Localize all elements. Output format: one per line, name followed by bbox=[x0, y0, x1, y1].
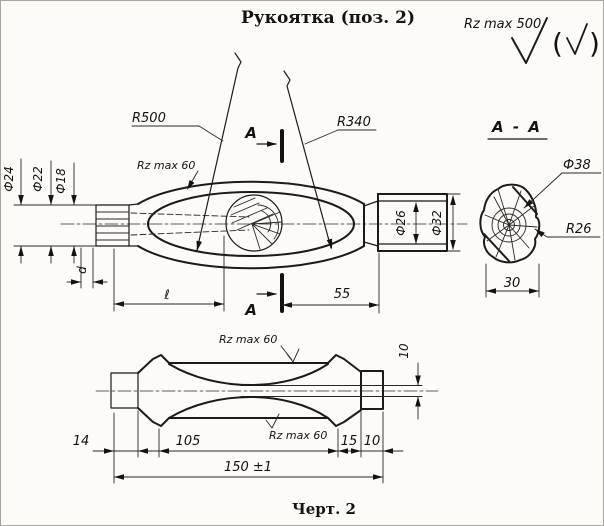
length-dim-rows bbox=[73, 411, 403, 483]
roughness-label: Rz max 60 bbox=[137, 159, 196, 172]
surface-finish-all-check-icon bbox=[567, 24, 587, 54]
r340-leader bbox=[284, 71, 331, 248]
tang-ribs bbox=[96, 212, 129, 240]
radius-label-r340: R340 bbox=[337, 115, 371, 130]
dim-d: d bbox=[75, 266, 89, 274]
flat-bottom-arc bbox=[169, 397, 328, 418]
r500-shelf bbox=[132, 126, 223, 141]
arrowhead bbox=[194, 241, 202, 252]
neck-bottom bbox=[364, 242, 378, 246]
surface-finish-note bbox=[464, 17, 600, 63]
roughness-check-icon bbox=[266, 414, 279, 428]
dim-105: 105 bbox=[175, 434, 201, 449]
neck-top bbox=[364, 201, 378, 206]
arrowhead bbox=[267, 291, 277, 297]
r500-leader bbox=[197, 53, 241, 250]
taper-edge bbox=[129, 204, 138, 205]
bottom-flat-view bbox=[73, 333, 438, 483]
left-diameter-dims bbox=[2, 159, 96, 263]
dim-dia24: Ф24 bbox=[2, 166, 16, 192]
dim-dia32: Ф32 bbox=[430, 210, 444, 236]
figure-caption: Черт. 2 bbox=[292, 500, 356, 518]
thickness-10-dim bbox=[397, 343, 421, 419]
radius-label-r500: R500 bbox=[132, 111, 166, 126]
section-letter-bottom: А bbox=[245, 301, 259, 319]
dia38-leader bbox=[524, 173, 601, 208]
dim-150: 150 ±1 bbox=[223, 460, 273, 475]
wood-grain-breakout bbox=[226, 195, 282, 251]
surface-roughness-value: Rz max 500 bbox=[464, 17, 542, 32]
section-view-title: А - А bbox=[492, 118, 542, 136]
handle-outer-bottom-arc bbox=[138, 246, 364, 268]
tang-end bbox=[111, 373, 138, 408]
paren-open: ( bbox=[552, 27, 563, 60]
dim-10-thickness: 10 bbox=[397, 343, 411, 359]
dim-r26: R26 bbox=[566, 222, 592, 237]
dim-30: 30 bbox=[503, 276, 521, 291]
flat-top-arc bbox=[169, 364, 328, 385]
dim-dia18: Ф18 bbox=[54, 168, 68, 194]
page-title: Рукоятка (поз. 2) bbox=[241, 8, 415, 28]
dim-dia38: Ф38 bbox=[563, 158, 591, 173]
width-30-dim bbox=[486, 264, 539, 297]
main-side-view bbox=[2, 53, 467, 319]
dim-14: 14 bbox=[72, 434, 90, 449]
roughness-bottom-label: Rz max 60 bbox=[269, 429, 328, 442]
section-a-a-view bbox=[480, 118, 601, 297]
roughness-top-label: Rz max 60 bbox=[219, 333, 278, 346]
dim-dia26: Ф26 bbox=[394, 210, 408, 236]
dim-l: ℓ bbox=[164, 288, 170, 303]
end-cap bbox=[361, 371, 383, 409]
dim-15: 15 bbox=[340, 434, 358, 449]
dim-10: 10 bbox=[363, 434, 381, 449]
arrowhead bbox=[267, 141, 277, 147]
dim-dia22: Ф22 bbox=[31, 166, 45, 192]
paren-close: ) bbox=[589, 27, 600, 60]
dim-55: 55 bbox=[333, 287, 351, 302]
hidden-line bbox=[131, 230, 249, 235]
right-diameter-dims bbox=[394, 194, 460, 251]
technical-drawing bbox=[1, 1, 604, 526]
r340-shelf bbox=[305, 130, 376, 144]
section-letter-top: А bbox=[245, 124, 259, 142]
